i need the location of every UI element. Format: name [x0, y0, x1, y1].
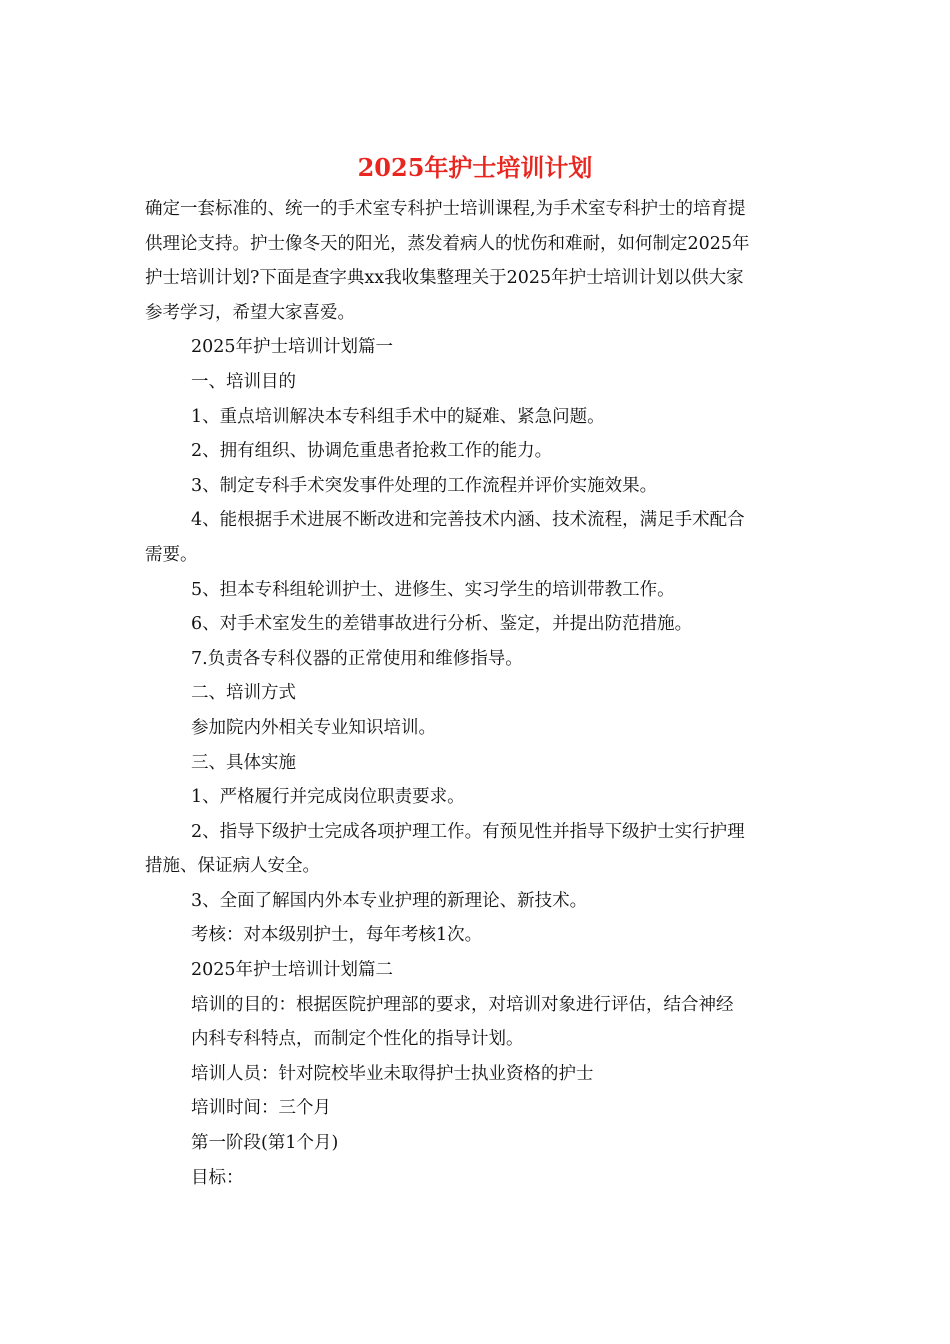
document-line: 培训时间：三个月: [191, 1098, 331, 1119]
document-line: 三、具体实施: [191, 752, 296, 773]
document-line: 3、全面了解国内外本专业护理的新理论、新技术。: [191, 890, 588, 911]
document-line: 护士培训计划?下面是查字典xx我收集整理关于2025年护士培训计划以供大家: [145, 268, 744, 289]
document-line: 4、能根据手术进展不断改进和完善技术内涵、技术流程，满足手术配合: [191, 510, 745, 531]
document-line: 6、对手术室发生的差错事故进行分析、鉴定，并提出防范措施。: [191, 614, 693, 635]
document-line: 措施、保证病人安全。: [145, 856, 320, 877]
document-line: 一、培训目的: [191, 371, 296, 392]
document-line: 1、重点培训解决本专科组手术中的疑难、紧急问题。: [191, 406, 605, 427]
document-line: 7.负责各专科仪器的正常使用和维修指导。: [191, 648, 523, 669]
document-line: 需要。: [145, 544, 198, 565]
document-line: 参加院内外相关专业知识培训。: [191, 717, 436, 738]
document-line: 二、培训方式: [191, 683, 296, 704]
document-line: 内科专科特点，而制定个性化的指导计划。: [191, 1029, 524, 1050]
document-line: 3、制定专科手术突发事件处理的工作流程并评价实施效果。: [191, 475, 658, 496]
document-line: 2、拥有组织、协调危重患者抢救工作的能力。: [191, 441, 553, 462]
document-title: 2025年护士培训计划: [357, 153, 593, 182]
document-body: [145, 192, 811, 1195]
document-line: 2025年护士培训计划篇一: [191, 337, 394, 358]
document-line: 培训的目的：根据医院护理部的要求，对培训对象进行评估，结合神经: [191, 994, 734, 1015]
document-line: 5、担本专科组轮训护士、进修生、实习学生的培训带教工作。: [191, 579, 675, 600]
document-line: 确定一套标准的、统一的手术室专科护士培训课程,为手术室专科护士的培育提: [145, 199, 746, 219]
document-line: 考核：对本级别护士，每年考核1次。: [191, 925, 483, 946]
document-line: 供理论支持。护士像冬天的阳光，蒸发着病人的忧伤和难耐，如何制定2025年: [145, 233, 750, 254]
document-line: 1、严格履行并完成岗位职责要求。: [191, 787, 465, 808]
document-line: 第一阶段(第1个月): [191, 1133, 339, 1154]
document-line: 2025年护士培训计划篇二: [191, 960, 394, 981]
document-line: 目标：: [191, 1167, 244, 1188]
document-line: 培训人员：针对院校毕业未取得护士执业资格的护士: [191, 1063, 594, 1084]
document-line: 参考学习，希望大家喜爱。: [145, 302, 355, 323]
document-line: 2、指导下级护士完成各项护理工作。有预见性并指导下级护士实行护理: [191, 821, 745, 842]
